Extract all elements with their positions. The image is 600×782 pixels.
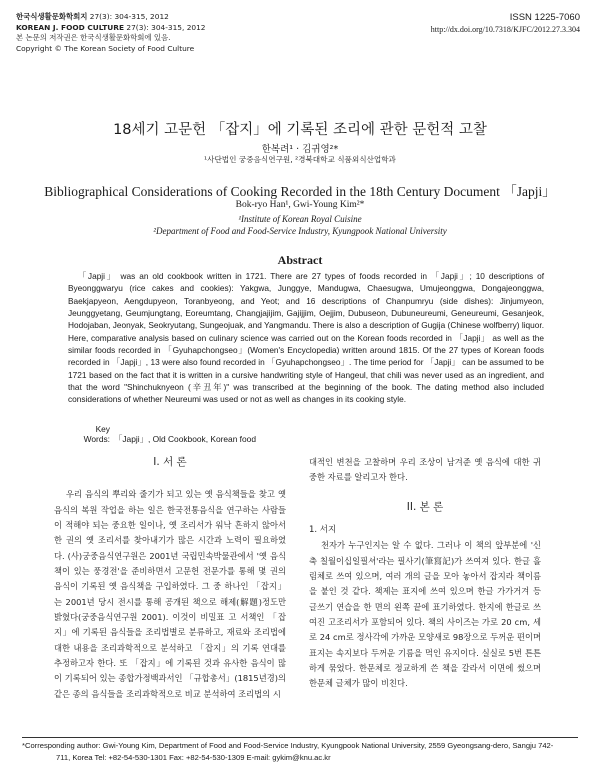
abstract-heading: Abstract <box>277 253 323 267</box>
subsection-heading: 1. 서지 <box>309 525 337 536</box>
journal-name-en: KOREAN J. FOOD CULTURE <box>16 22 125 32</box>
keywords <box>68 424 544 445</box>
issn: ISSN 1225-7060 <box>509 12 580 23</box>
keywords-list: 「Japji」, Old Cookbook, Korean food <box>114 434 256 444</box>
authors-en: Bok-ryo Han¹, Gwi-Young Kim²* <box>235 200 365 210</box>
intro-paragraph: 우리 음식의 뿌리와 줄기가 되고 있는 옛 음식책들을 찾고 옛 음식의 복원 작업을 하는 일은 한국전통음식을 연구하는 사람들이 적해야 되는 중요한 일이나, 옛 조리서가 워낙 흔하지 않아서 한 권의 옛 조리서를 찾아내기가 많은 시간과 노력이 필요하였다. (사)궁중음식연구원은 2001년 국립민속박물관에서 '옛 음식책이 있는 풍경전'을 준비하면서 고문헌 전문가를 통해 몇 권의 음식이 기록된 옛 음식책을 구입하였다. 그 중 하나인 「잡지」는 2001년 당시 전시를 통해 공개된 책으로 해제(解題)정도만 밝혔다(궁중음식연구원 2001). 이것이 비밀표 고 서책인 「잡지」에 기록된 음식들을 조리법별로 분류하고, 재료와 조리법에 대한 내용을 조리과학적으로 분석하고 「잡지」의 기록 연대를 추정하고자 한다. 또 「잡지」에 기록된 것과 유사한 음식이 많이 기록되어 있는 종합가정백과서인 「규합총서」(1815년경)의 같은 종의 음식들을 조리과학적으로 비교 분석하여 조리법의 시 <box>54 489 286 699</box>
column-right <box>309 455 541 692</box>
affiliation-en-2: ²Department of Food and Food-Service Industry, Kyungpook National University <box>153 226 447 236</box>
journal-header <box>16 12 316 54</box>
volume-pages-en: 27(3): 304-315, 2012 <box>126 22 206 32</box>
abstract-text: 「Japji」 was an old cookbook written in 1721. There are 27 types of foods recorded in 「Japji」; 10 descriptions of Byeonggwaryu (rice cakes and cookies): Yakgwa, Junggye, Mandugwa, Chaesugwa, Umujeonggwa, Dongajeonggwa, Baekjapyeon, Aengdupyeon, Toranbyeong, and Yeot; and 16 descriptions of Chanpumryu (side dishes): Jinjumyeon, Jeunggyetang, Geumjungtang, Eoreumtang, Changjajijim, Gajijjim, Oejjim, Dubuseon, Dubuneureumi, Geneureumi, Gesanjeok, Hodojaban, Jeonyak, Seokryutang, Sungeojuak, and Yangmandu. There is also a description of Gugija (Chinese wolfberry) liquor. Here, comparative analysis based on culinary science was carried out on the Korean foods recorded in 「Japji」 as well as the similar foods recorded in 「Gyuhapchongseo」(Women's Encyclopedia) written around 1815. Of the 27 types of Korean foods recorded in 「Japji」, 13 were also found recorded in 「Gyuhapchongseo」. The time period for 「Japji」 can be assumed to be 1721 based on the fact that it is written in a cursive handwriting style of Hangeul, that chili was never used as an ingredient, and that the word "Shinchuknyeon (辛丑年)" was transcribed at the beginning of the book. The dating method also included considerations of whether Neureumi was used or not as well as changes in its cooking style. <box>68 271 544 405</box>
doi-link[interactable]: http://dx.doi.org/10.7318/KJFC/2012.27.3.304 <box>430 25 580 34</box>
column-left <box>54 455 286 702</box>
authors-ko: 한복려¹ · 김귀영²* <box>261 144 339 155</box>
corresponding-author-footnote <box>22 740 578 764</box>
keywords-label: Key Words: <box>83 424 110 444</box>
footnote-divider <box>22 737 578 738</box>
affiliations-en <box>0 213 600 237</box>
title-ko: 18세기 고문헌 「잡지」에 기록된 조리에 관한 문헌적 고찰 <box>113 122 487 138</box>
section-heading-body: II. 본 론 <box>406 500 444 513</box>
footnote-line-1: *Corresponding author: Gwi-Young Kim, Department of Food and Food-Service Industry, Kyungpook National University, 2559 Gyeongsang-dero, Sangju 742- <box>22 741 554 750</box>
footnote-line-2: 711, Korea Tel: +82-54-530-1301 Fax: +82-54-530-1309 E-mail: gykim@knu.ac.kr <box>56 753 331 762</box>
issn-doi <box>320 12 580 36</box>
copyright-notice-ko: 본 논문의 저작권은 한국식생활문화학회에 있음. <box>16 33 171 42</box>
section-heading-intro: I. 서 론 <box>153 456 187 468</box>
affiliations-ko: ¹사단법인 궁중음식연구원, ²경북대학교 식품외식산업학과 <box>204 155 396 164</box>
bibliography-paragraph: 천자가 누구인지는 알 수 없다. 그러나 이 책의 앞부분에 '신축 칠월이십일필셔'라는 필사기(筆寫記)가 쓰여져 있다. 한글 흘림체로 쓰여 있으며, 여러 개의 글을 모아 놓아서 잡지라 책이름을 붙인 것 같다. 책제는 표지에 쓰여 있으며 한글 가가거겨 등 글쓰기 연습을 한 면의 왼쪽 끝에 표기하였다. 한지에 한글로 쓰여진 고조리서가 포함되어 있다. 책의 사이즈는 가로 20 cm, 세로 24 cm로 정사각에 가까운 모양새로 98장으로 두꺼운 편이며 표지는 속지보다 두꺼운 기름을 먹인 유지이다. 실실로 5번 튼튼하게 묶었다. 한문체로 정교하게 쓴 책을 갈라서 이면에 썼으며 한문체 글체가 많이 비친다. <box>309 540 541 689</box>
copyright: Copyright © The Korean Society of Food Culture <box>16 43 195 53</box>
title-en: Bibliographical Considerations of Cooking Recorded in the 18th Century Document 「Japji」 <box>44 184 556 199</box>
affiliation-en-1: ¹Institute of Korean Royal Cuisine <box>238 214 362 224</box>
volume-pages: 27(3): 304-315, 2012 <box>89 12 169 21</box>
intro-continuation: 대적인 변천을 고찰하며 우리 조상이 남겨준 옛 음식에 대한 귀중한 자료를 알리고자 한다. <box>309 457 541 483</box>
journal-name-ko: 한국식생활문화학회지 <box>16 12 88 21</box>
